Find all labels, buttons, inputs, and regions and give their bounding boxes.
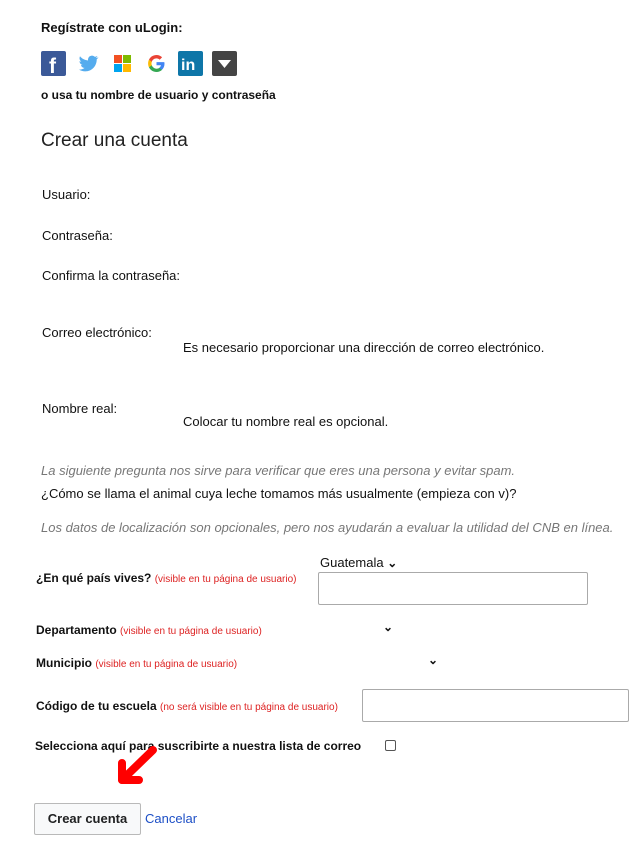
country-select[interactable] bbox=[320, 555, 397, 570]
municipality-visibility-note: (visible en tu página de usuario) bbox=[95, 659, 238, 670]
department-label bbox=[36, 623, 262, 637]
department-select-chevron-down-icon[interactable]: ⌄ bbox=[383, 620, 394, 634]
subscribe-label: Selecciona aquí para suscribirte a nuestra lista de correo bbox=[35, 739, 362, 753]
captcha-question: ¿Cómo se llama el animal cuya leche tomamos más usualmente (empieza con v)? bbox=[41, 486, 517, 501]
subscribe-checkbox[interactable] bbox=[385, 740, 396, 751]
realname-label: Nombre real: bbox=[42, 401, 118, 416]
school-code-input[interactable] bbox=[362, 689, 629, 722]
username-label: Usuario: bbox=[42, 187, 91, 202]
email-help-text: Es necesario proporcionar una dirección de correo electrónico. bbox=[183, 340, 545, 355]
country-label-text: ¿En qué país vives? bbox=[36, 571, 152, 585]
password-label: Contraseña: bbox=[42, 228, 113, 243]
country-visibility-note: (visible en tu página de usuario) bbox=[154, 574, 297, 585]
svg-text:in: in bbox=[181, 57, 196, 74]
microsoft-icon[interactable] bbox=[110, 51, 135, 76]
municipality-label bbox=[36, 656, 237, 670]
alt-login-text: o usa tu nombre de usuario y contraseña bbox=[41, 88, 276, 102]
cancel-link[interactable]: Cancelar bbox=[145, 811, 198, 826]
country-label bbox=[36, 571, 296, 585]
facebook-icon[interactable] bbox=[41, 51, 66, 76]
svg-text:f: f bbox=[49, 55, 56, 76]
confirm-password-label: Confirma la contraseña: bbox=[42, 268, 181, 283]
google-icon[interactable] bbox=[144, 51, 169, 76]
spam-note: La siguiente pregunta nos sirve para verificar que eres una persona y evitar spam. bbox=[41, 463, 516, 478]
email-label: Correo electrónico: bbox=[42, 325, 152, 340]
municipality-select-chevron-down-icon[interactable]: ⌄ bbox=[428, 653, 439, 667]
school-code-label-text: Código de tu escuela bbox=[36, 699, 157, 713]
chevron-down-icon: ⌄ bbox=[387, 556, 398, 570]
department-visibility-note: (visible en tu página de usuario) bbox=[120, 626, 262, 637]
country-select-value: Guatemala bbox=[320, 555, 384, 570]
school-code-visibility-note: (no será visible en tu página de usuario) bbox=[160, 702, 338, 713]
location-note: Los datos de localización son opcionales, pero nos ayudarán a evaluar la utilidad del CNB en línea. bbox=[41, 520, 614, 535]
municipality-label-text: Municipio bbox=[36, 656, 92, 670]
create-account-button[interactable]: Crear cuenta bbox=[34, 803, 141, 835]
realname-help-text: Colocar tu nombre real es opcional. bbox=[183, 414, 389, 429]
twitter-icon[interactable] bbox=[76, 51, 101, 76]
more-providers-icon[interactable] bbox=[212, 51, 237, 76]
page-title: Crear una cuenta bbox=[41, 130, 188, 151]
linkedin-icon[interactable] bbox=[178, 51, 203, 76]
red-arrow-annotation bbox=[105, 742, 165, 790]
department-label-text: Departamento bbox=[36, 623, 117, 637]
ulogin-heading: Regístrate con uLogin: bbox=[41, 20, 183, 35]
school-code-label bbox=[36, 699, 338, 713]
country-text-input[interactable] bbox=[318, 572, 588, 605]
